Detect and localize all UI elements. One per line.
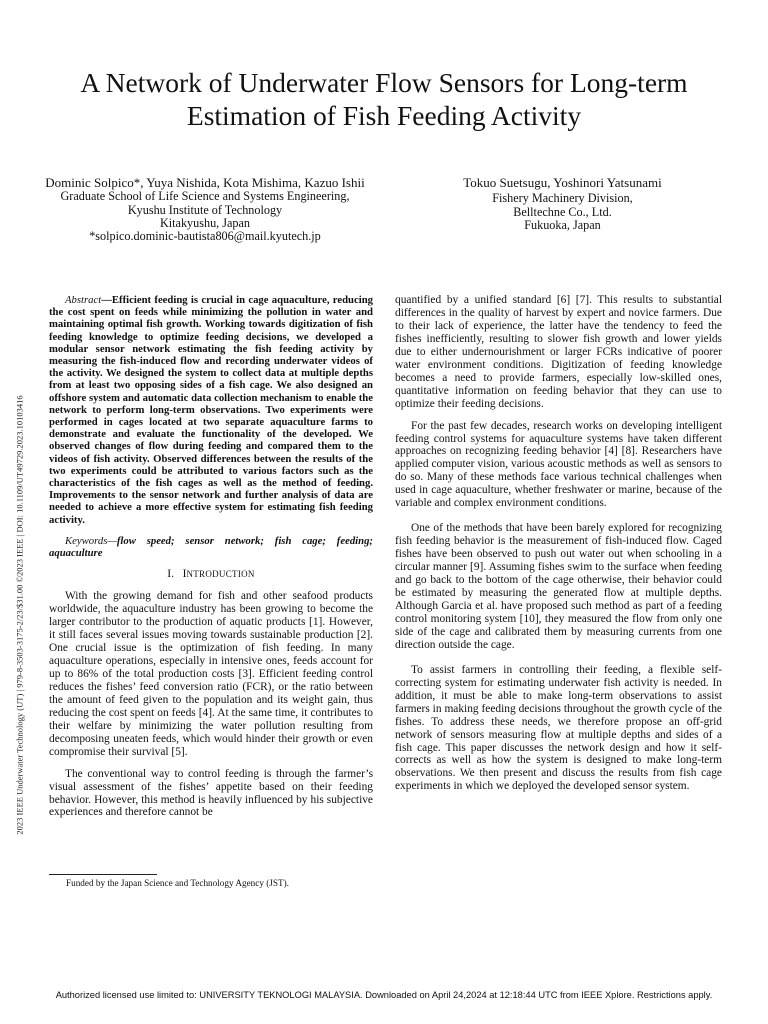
paper-title: A Network of Underwater Flow Sensors for Long-term Estimation of Fish Feeding Activity — [80, 67, 688, 131]
affiliation-line: Belltechne Co., Ltd. — [513, 204, 612, 219]
footnote: Funded by the Japan Science and Technology Agency (JST). — [66, 878, 289, 888]
body-paragraph: quantified by a unified standard [6] [7]. This results to substantial differences in the quality of harvest by expert and novice farmers. Due to their lack of experience, the latter have the tendency to feed the fishes inefficiently, resulting to slower fish growth and lower yields due to either undernourishment or larger FCRs indicative of poorer water environment conditions. Digitization of feeding knowledge becomes a need to provide farmers, especially low-skilled ones, quantitative information on feeding behavior that they can use to optimize their feeding decisions. — [395, 294, 722, 410]
author-block-left — [40, 176, 370, 244]
section-rest: NTRODUCTION — [186, 569, 255, 580]
location-line: Fukuoka, Japan — [524, 218, 601, 233]
affiliation-line: Fishery Machinery Division, — [492, 191, 633, 206]
author-block-right — [395, 176, 730, 232]
body-paragraph: For the past few decades, research works on developing intelligent feeding control systems for aquaculture systems have taken different approaches on recognizing feeding behavior [4] [8]. Researchers have applied computer vision, various acoustic methods as well as sensors to do so. Many of these methods face various technical challenges when used in cage aquaculture, whether freshwater or marine, because of the variable and complex environment conditions. — [395, 419, 722, 510]
section-heading — [49, 568, 373, 581]
doi-margin-text: 2023 IEEE Underwater Technology (UT) | 979-8-3503-3175-2/23/$31.00 ©2023 IEEE | DOI: 10.1109/UT49729.2023.10103416 — [14, 395, 25, 835]
affiliation-line: Graduate School of Life Science and Systems Engineering, — [60, 189, 350, 204]
body-paragraph: With the growing demand for fish and other seafood products worldwide, the aquaculture industry has been growing to become the larger contributor to the production of aquatic products [1]. However, it still faces several issues moving towards sustainable production [2]. One crucial issue is the optimization of fish feeding. In many aquaculture operations, especially in intensive ones, feeds account for up to 86% of the total production costs [3]. Efficient feeding control reduces the fishes’ feed conversion ratio (FCR), or the ratio between the amount of feed given to the population and its weight gain, thus reducing the cost spent on feeds [4]. At the same time, it contributes to their welfare by minimizing the water pollution resulting from decomposing uneaten feeds, which would hinder their growth or even compromise their survival [5]. — [49, 590, 373, 758]
body-paragraph: One of the methods that have been barely explored for recognizing fish feeding behavior is the measurement of fish-induced flow. Caged fishes have been observed to push out water out when schooling in a circular manner [9]. Assuming fishes swim to the surface when feeding and go back to the bottom of the cage otherwise, their behavior could be estimated by measuring the generated flow at multiple depths. Although Garcia et al. have proposed such method as part of a feeding control monitoring system [10], they measured the flow from only one side of the cage and calibrated them by measuring currents from one direction outside the cage. — [395, 522, 722, 651]
affiliation-line: Kyushu Institute of Technology — [127, 202, 283, 217]
author-names: Tokuo Suetsugu, Yoshinori Yatsunami — [463, 175, 662, 190]
keywords-text: flow speed; sensor network; fish cage; feeding; aquaculture — [49, 534, 373, 560]
author-names: Dominic Solpico*, Yuya Nishida, Kota Mishima, Kazuo Ishii — [45, 175, 365, 190]
footnote-divider — [49, 874, 157, 875]
keywords — [49, 535, 373, 559]
left-column — [49, 294, 373, 819]
abstract-lead: Abstract — [65, 294, 102, 306]
body-paragraph: To assist farmers in controlling their feeding, a flexible self-correcting system for estimating underwater fish activity is needed. In addition, it must be able to make long-term observations to assist farmers in making feeding decisions throughout the growth cycle of the fishes. To address these needs, we therefore propose an off-grid network of sensors measuring flow at multiple depths and sides of a fish cage. This paper discusses the network design and how it self-corrects as well as how the system is designed to make long-term observations. We then present and discuss the results from fish cage experiments in which we deployed the developed sensor system. — [395, 663, 722, 793]
license-notice: Authorized licensed use limited to: UNIVERSITY TEKNOLOGI MALAYSIA. Downloaded on April 24,2024 at 12:18:44 UTC from IEEE Xplore. Restrictions apply. — [55, 990, 713, 1000]
email-line: *solpico.dominic-bautista806@mail.kyutech.jp — [89, 229, 321, 244]
right-column — [395, 294, 722, 793]
body-paragraph: The conventional way to control feeding is through the farmer’s visual assessment of the fishes’ appetite based on their feeding behavior. However, this method is heavily influenced by his subjective experiences and therefore cannot be — [49, 767, 373, 819]
location-line: Kitakyushu, Japan — [159, 216, 251, 231]
abstract — [49, 294, 373, 526]
section-initial: I — [182, 568, 187, 581]
abstract-text: —Efficient feeding is crucial in cage aquaculture, reducing the cost spent on feeds while minimizing the pollution in water and maintaining optimal fish growth. Working towards digitization of fish feeding knowledge to optimize feeding decisions, we developed a modular sensor network estimating the fish feeding activity by measuring the fish-induced flow and recording underwater videos of the activity. We designed the system to collect data at multiple depths from at least two opposing sides of a fish cage. We also designed an offshore system and automatic data collection mechanism to enable the network to perform long-term observations. Two experiments were performed in cages located at two separate aquaculture farms to demonstrate and evaluate the functionality of the developed. We observed changes of flow during feeding and compared them to the videos of fish activity. Observed differences between the results of the two experiments could be attributed to various factors such as the characteristics of the fish cages as well as the method of feeding. Improvements to the sensor network and further analysis of data are needed to achieve a more effective system for estimating fish feeding activity. — [49, 294, 373, 526]
keywords-lead: Keywords— — [65, 534, 117, 547]
section-number: I. — [167, 568, 174, 581]
